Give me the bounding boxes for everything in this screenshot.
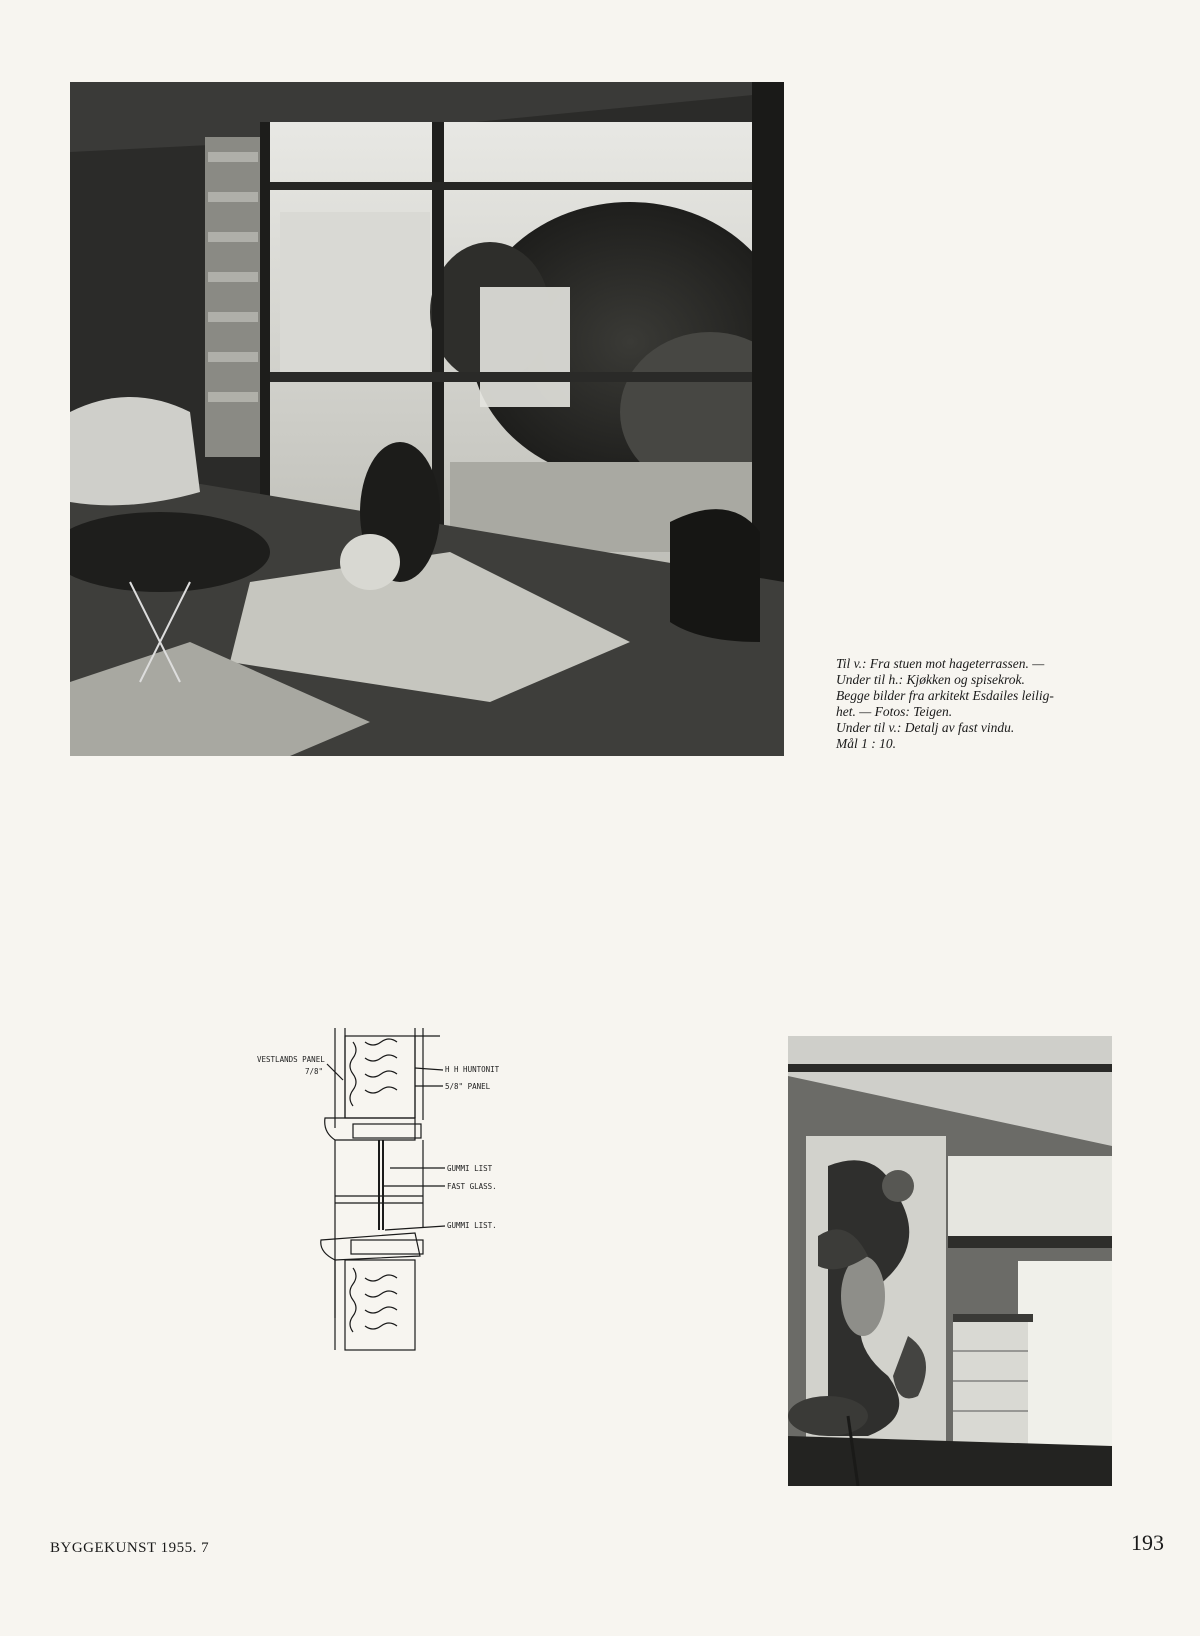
- page-number: 193: [1131, 1530, 1164, 1555]
- caption-line: Under til h.: Kjøkken og spisekrok.: [836, 672, 1025, 687]
- caption-line: Til v.: Fra stuen mot hageterrassen. —: [836, 656, 1045, 671]
- label-gummi-list: GUMMI LIST: [447, 1164, 493, 1173]
- kitchen-photo: [788, 1036, 1112, 1486]
- label-vestlands-dimension: 7/8": [305, 1067, 324, 1076]
- label-panel: 5/8" PANEL: [445, 1082, 491, 1091]
- living-room-photo: [70, 82, 784, 756]
- photo-caption: [836, 656, 1121, 752]
- caption-line: Mål 1 : 10.: [836, 736, 896, 751]
- caption-line: Begge bilder fra arkitekt Esdailes leilig-: [836, 688, 1054, 703]
- label-huntonit: H H HUNTONIT: [445, 1065, 500, 1074]
- caption-line: Under til v.: Detalj av fast vindu.: [836, 720, 1015, 735]
- label-fast-glass: FAST GLASS.: [447, 1182, 497, 1191]
- label-vestlands-panel: VESTLANDS PANEL: [257, 1055, 325, 1064]
- window-detail-drawing: [255, 1028, 545, 1378]
- publication-footer: BYGGEKUNST 1955. 7: [50, 1540, 210, 1556]
- label-gummi-list-lower: GUMMI LIST.: [447, 1221, 497, 1230]
- caption-line: het. — Fotos: Teigen.: [836, 704, 953, 719]
